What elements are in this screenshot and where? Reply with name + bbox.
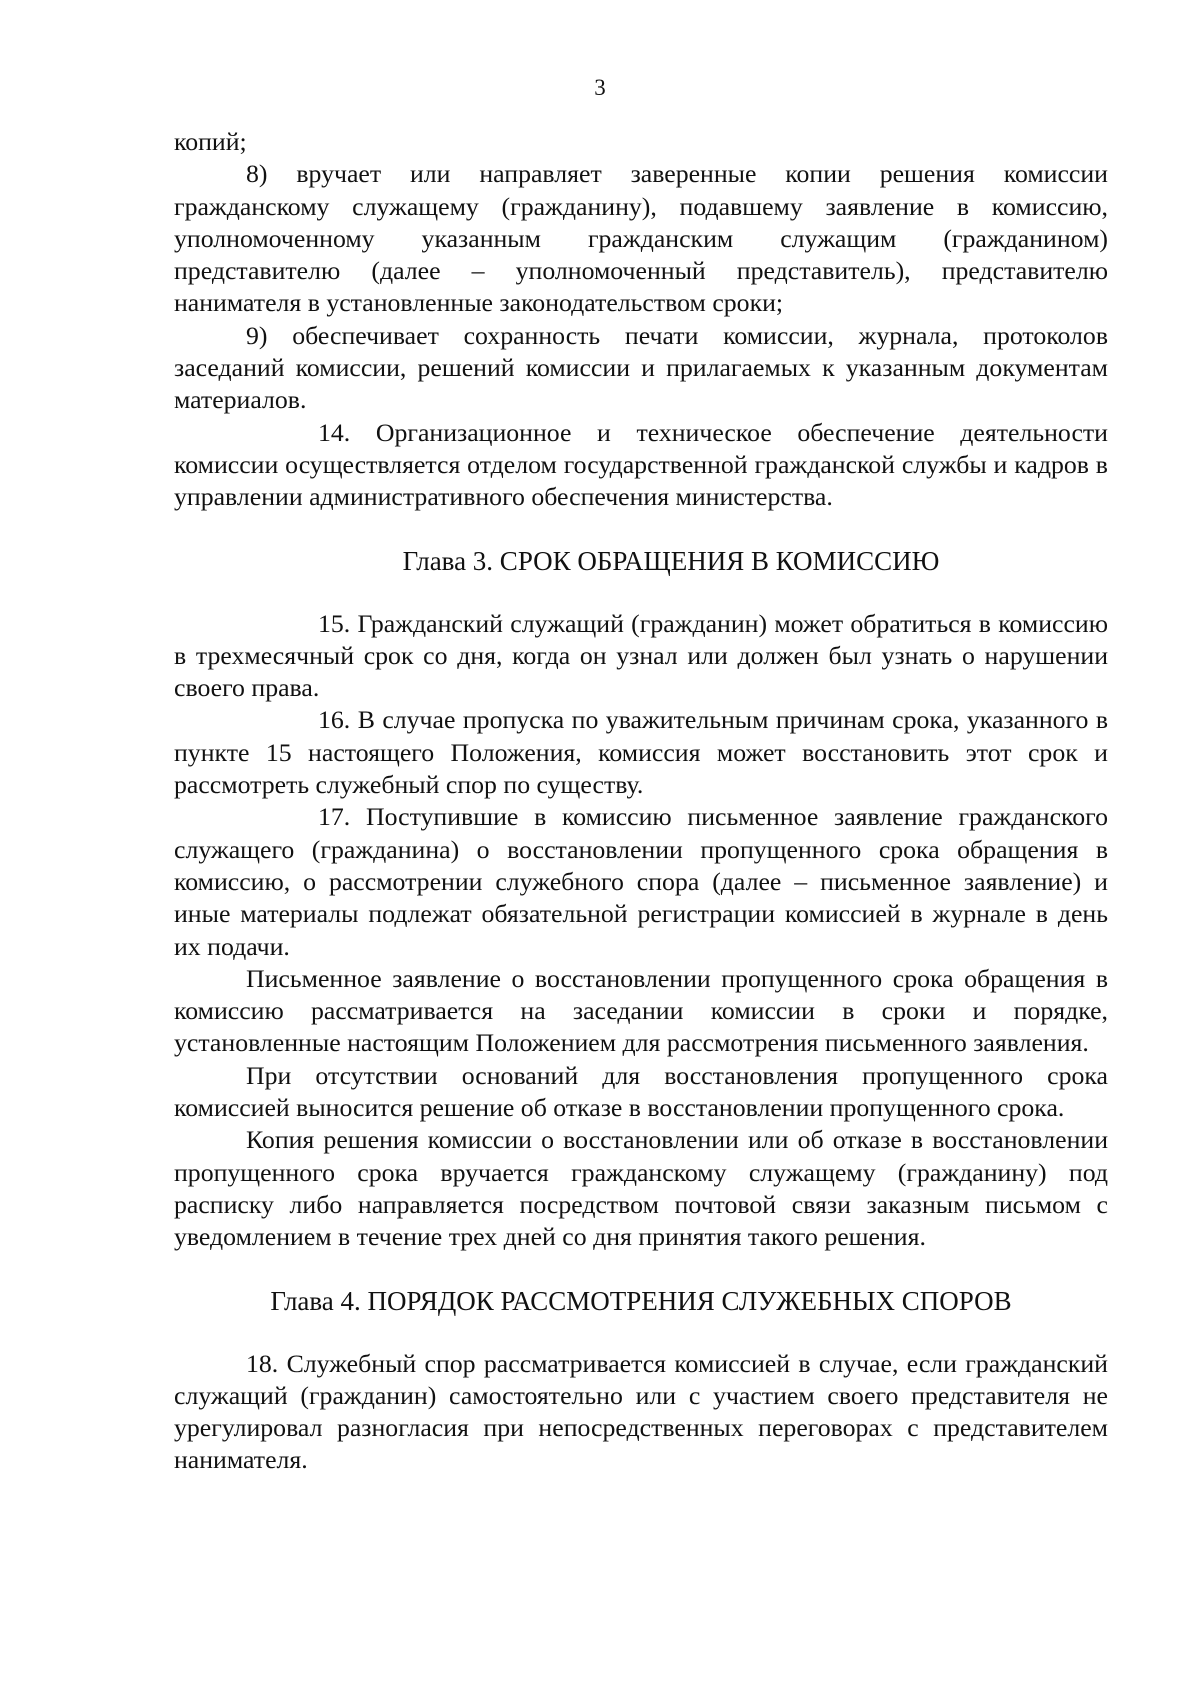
paragraph-text: Организационное и техническое обеспечение деятельности комиссии осуществляется отделом государственной гражданской службы и кадров в управлении административного обеспечения министерства. (174, 417, 1108, 512)
document-body (174, 126, 1108, 1477)
paragraph-text: Гражданский служащий (гражданин) может обратиться в комиссию в трехмесячный срок со дня, когда он узнал или должен был узнать о нарушении своего права. (174, 608, 1108, 703)
paragraph-17-copy-of-decision: Копия решения комиссии о восстановлении или об отказе в восстановлении пропущенного срока вручается гражданскому служащему (гражданину) под расписку либо направляется посредством почтовой связи заказным письмом с уведомлением в течение трех дней со дня принятия такого решения. (174, 1125, 1108, 1252)
paragraph-item-8: 8) вручает или направляет заверенные копии решения комиссии гражданскому служащему (гражданину), подавшему заявление в комиссию, уполномоченному указанным гражданским служащим (гражданином) представителю (далее – уполномоченный представитель), представителю нанимателя в установленные законодательством сроки; (174, 159, 1108, 318)
paragraph-item-9: 9) обеспечивает сохранность печати комиссии, журнала, протоколов заседаний комиссии, решений комиссии и прилагаемых к указанным документам материалов. (174, 320, 1108, 415)
paragraph-18: 18. Служебный спор рассматривается комиссией в случае, если гражданский служащий (гражданин) самостоятельно или с участием своего представителя не урегулировал разногласия при непосредственных переговорах с представителем нанимателя. (174, 1348, 1108, 1475)
chapter-4-heading: Глава 4. ПОРЯДОК РАССМОТРЕНИЯ СЛУЖЕБНЫХ СПОРОВ (270, 1285, 1012, 1316)
paragraph-number: 14. (318, 417, 351, 447)
paragraph-17 (174, 801, 1108, 962)
page-number: 3 (594, 75, 606, 100)
paragraph-continuation: копий; (174, 127, 247, 156)
paragraph-15 (174, 608, 1108, 705)
paragraph-text: Поступившие в комиссию письменное заявление гражданского служащего (гражданина) о восстановлении пропущенного срока обращения в комиссию, о рассмотрении служебного спора (далее – письменное заявление) и иные материалы подлежат обязательной регистрации комиссией в журнале в день их подачи. (174, 802, 1109, 961)
paragraph-16 (174, 704, 1108, 801)
chapter-3-heading: Глава 3. СРОК ОБРАЩЕНИЯ В КОМИССИЮ (402, 545, 940, 576)
paragraph-text: В случае пропуска по уважительным причинам срока, указанного в пункте 15 настоящего Положения, комиссия может восстановить этот срок и рассмотреть служебный спор по существу. (174, 705, 1108, 800)
paragraph-number: 16. (318, 705, 351, 735)
paragraph-14 (174, 417, 1108, 514)
paragraph-number: 15. (318, 608, 351, 638)
paragraph-17-no-grounds: При отсутствии оснований для восстановления пропущенного срока комиссией выносится решение об отказе в восстановлении пропущенного срока. (174, 1060, 1108, 1123)
paragraph-17-written-application: Письменное заявление о восстановлении пропущенного срока обращения в комиссию рассматривается на заседании комиссии в сроки и порядке, установленные настоящим Положением для рассмотрения письменного заявления. (174, 963, 1108, 1058)
paragraph-number: 17. (318, 802, 351, 832)
